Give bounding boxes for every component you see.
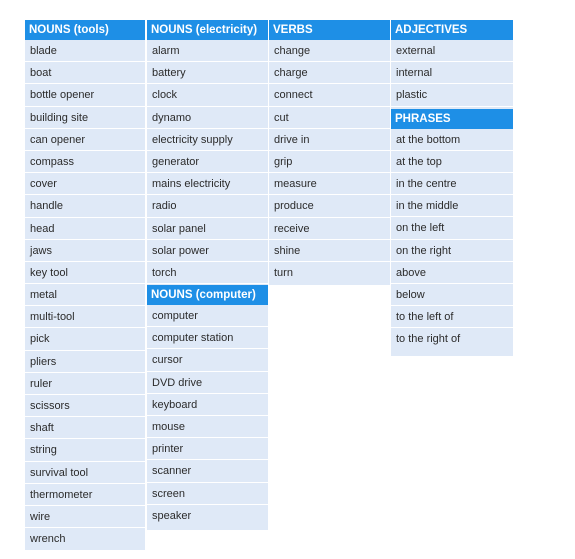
list-item: grip: [269, 151, 390, 173]
list-item: dynamo: [147, 107, 268, 129]
list-item: pick: [25, 328, 145, 350]
nouns-electricity-column: [147, 20, 268, 530]
list-item: radio: [147, 195, 268, 217]
list-item: survival tool: [25, 462, 145, 484]
list-item: screen: [147, 483, 268, 505]
list-item: string: [25, 439, 145, 461]
section-header: NOUNS (computer): [147, 285, 268, 305]
list-item: electricity supply: [147, 129, 268, 151]
list-item: cut: [269, 107, 390, 129]
list-item: keyboard: [147, 394, 268, 416]
list-item: external: [391, 40, 513, 62]
list-item: produce: [269, 195, 390, 217]
list-item: to the right of: [396, 333, 461, 346]
list-item: solar power: [147, 240, 268, 262]
list-item: wire: [25, 506, 145, 528]
list-item: ruler: [25, 373, 145, 395]
column-header: NOUNS (electricity): [147, 20, 268, 40]
list-item: to the left of: [391, 306, 513, 328]
list-item: thermometer: [25, 484, 145, 506]
list-item: above: [391, 262, 513, 284]
list-item: DVD drive: [147, 372, 268, 394]
list-item: plastic: [391, 84, 513, 106]
list-item: connect: [269, 84, 390, 106]
list-item: torch: [147, 262, 268, 284]
list-item: shine: [269, 240, 390, 262]
list-item: at the top: [391, 151, 513, 173]
list-item: wrench: [30, 533, 66, 546]
list-item: computer: [147, 305, 268, 327]
list-item: compass: [25, 151, 145, 173]
list-item: jaws: [25, 240, 145, 262]
column-header: VERBS: [269, 20, 390, 40]
list-item: handle: [25, 195, 145, 217]
list-item: solar panel: [147, 218, 268, 240]
list-item: at the bottom: [391, 129, 513, 151]
nouns-tools-column: [25, 20, 145, 550]
list-item: cursor: [147, 349, 268, 371]
column-header: NOUNS (tools): [25, 20, 145, 40]
list-item: computer station: [147, 327, 268, 349]
list-item: pliers: [25, 351, 145, 373]
list-item: can opener: [25, 129, 145, 151]
list-item: change: [269, 40, 390, 62]
list-item: scissors: [25, 395, 145, 417]
list-item: cover: [25, 173, 145, 195]
list-item: in the middle: [391, 195, 513, 217]
list-item: speaker: [152, 509, 192, 522]
list-item: head: [25, 218, 145, 240]
list-item: charge: [269, 62, 390, 84]
list-item: building site: [25, 107, 145, 129]
list-item: key tool: [25, 262, 145, 284]
list-item: boat: [25, 62, 145, 84]
list-item: blade: [25, 40, 145, 62]
list-item: metal: [25, 284, 145, 306]
list-item: printer: [147, 438, 268, 460]
list-item: shaft: [25, 417, 145, 439]
column-header: ADJECTIVES: [391, 20, 513, 40]
list-item: internal: [391, 62, 513, 84]
list-item: receive: [269, 218, 390, 240]
list-item: mouse: [147, 416, 268, 438]
list-item: scanner: [147, 460, 268, 482]
section-header: PHRASES: [391, 109, 513, 129]
list-item: bottle opener: [25, 84, 145, 106]
list-item: generator: [147, 151, 268, 173]
verbs-column: [269, 20, 390, 285]
list-item: on the left: [391, 217, 513, 239]
adjectives-column: [391, 20, 513, 356]
list-item: in the centre: [391, 173, 513, 195]
list-item: multi-tool: [25, 306, 145, 328]
list-item: alarm: [147, 40, 268, 62]
list-item: mains electricity: [147, 173, 268, 195]
list-item: on the right: [391, 240, 513, 262]
list-item: drive in: [269, 129, 390, 151]
list-item: below: [391, 284, 513, 306]
list-item: measure: [269, 173, 390, 195]
list-item: battery: [147, 62, 268, 84]
list-item: clock: [147, 84, 268, 106]
list-item: turn: [274, 266, 293, 279]
